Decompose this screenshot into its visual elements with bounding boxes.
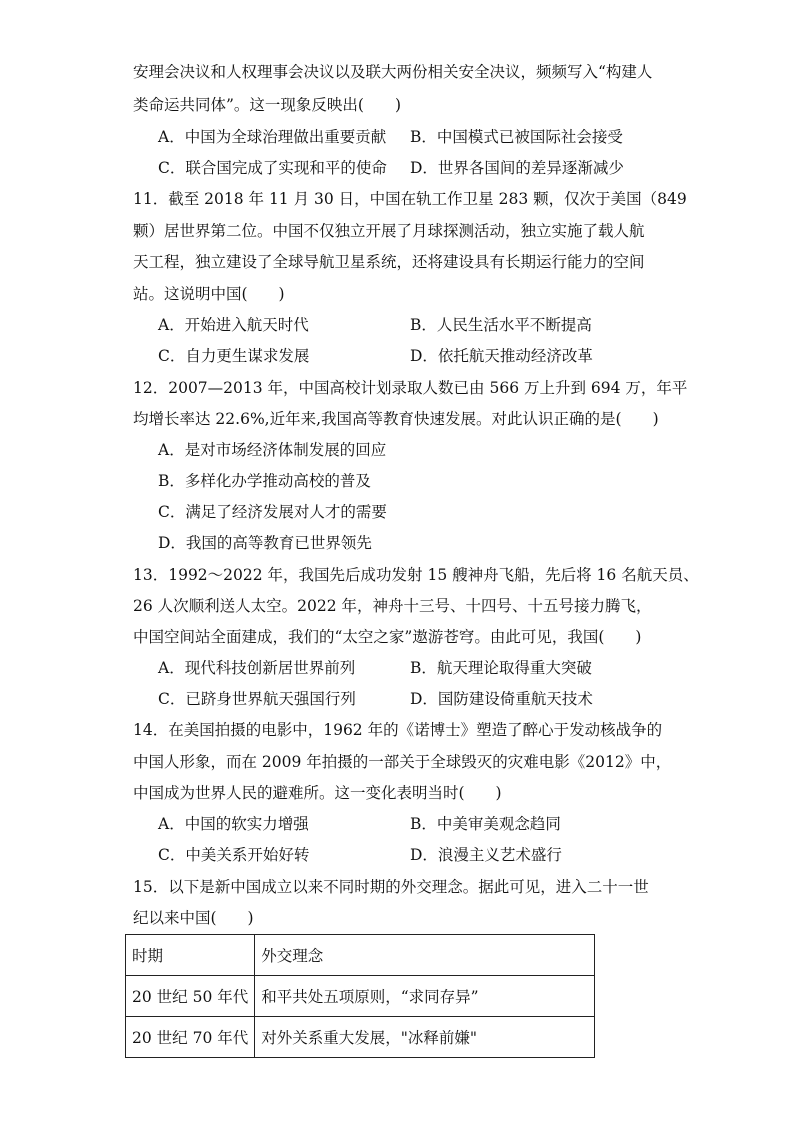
q11-option-b: B．人民生活水平不断提高: [410, 316, 592, 334]
q14-stem-line-3: 中国成为世界人民的避难所。这一变化表明当时( ): [133, 784, 502, 802]
table-header-row: [126, 935, 595, 976]
q13-option-d: D．国防建设倚重航天技术: [410, 690, 593, 708]
q11-option-d: D．依托航天推动经济改革: [410, 347, 593, 365]
q10-option-a: A．中国为全球治理做出重要贡献: [158, 128, 387, 146]
q11-stem-line-1: 11．截至 2018 年 11 月 30 日，中国在轨工作卫星 283 颗，仅次于美国（849: [133, 190, 687, 208]
q11-stem-line-3: 天工程，独立建设了全球导航卫星系统，还将建设具有长期运行能力的空间: [133, 253, 645, 271]
table-cell-period: 20 世纪 70 年代: [126, 1017, 255, 1058]
q12-stem-line-2: 均增长率达 22.6%,近年来,我国高等教育快速发展。对此认识正确的是( ): [133, 410, 659, 428]
q12-option-c: C．满足了经济发展对人才的需要: [158, 503, 387, 521]
q11-stem-line-4: 站。这说明中国( ): [133, 285, 285, 303]
q13-stem-line-1: 13．1992～2022 年，我国先后成功发射 15 艘神舟飞船，先后将 16 名航天员、: [133, 566, 699, 584]
q12-option-b: B．多样化办学推动高校的普及: [158, 472, 371, 490]
table-cell-concept: 对外关系重大发展，"冰释前嫌": [255, 1017, 595, 1058]
q13-option-c: C．已跻身世界航天强国行列: [158, 690, 356, 708]
q14-option-c: C．中美关系开始好转: [158, 846, 310, 864]
table-row: [126, 1017, 595, 1058]
q12-option-a: A．是对市场经济体制发展的回应: [158, 441, 387, 459]
q14-stem-line-2: 中国人形象，而在 2009 年拍摄的一部关于全球毁灭的灾难电影《2012》中，: [133, 753, 672, 771]
diplomacy-table: [125, 934, 595, 1058]
q10-option-c: C．联合国完成了实现和平的使命: [158, 159, 387, 177]
q10-stem-line-1: 安理会决议和人权理事会决议以及联大两份相关安全决议，频频写入“构建人: [133, 63, 653, 81]
q13-stem-line-3: 中国空间站全面建成，我们的“太空之家”遨游苍穹。由此可见，我国( ): [133, 628, 642, 646]
q10-stem-line-2: 类命运共同体”。这一现象反映出( ): [133, 96, 402, 114]
table-row: [126, 976, 595, 1017]
q15-stem-line-1: 15．以下是新中国成立以来不同时期的外交理念。据此可见，进入二十一世: [133, 878, 649, 896]
q11-option-a: A．开始进入航天时代: [158, 316, 309, 334]
q15-stem-line-2: 纪以来中国( ): [133, 909, 254, 927]
q13-option-a: A．现代科技创新居世界前列: [158, 659, 356, 677]
q14-option-d: D．浪漫主义艺术盛行: [410, 846, 562, 864]
q14-stem-line-1: 14．在美国拍摄的电影中，1962 年的《诺博士》塑造了醉心于发动核战争的: [133, 721, 663, 739]
table-header-period: 时期: [126, 935, 255, 976]
q13-stem-line-2: 26 人次顺利送人太空。2022 年，神舟十三号、十四号、十五号接力腾飞，: [133, 597, 652, 615]
q10-option-b: B．中国模式已被国际社会接受: [410, 128, 623, 146]
q12-option-d: D．我国的高等教育已世界领先: [158, 534, 372, 552]
table-cell-period: 20 世纪 50 年代: [126, 976, 255, 1017]
q13-option-b: B．航天理论取得重大突破: [410, 659, 592, 677]
q14-option-b: B．中美审美观念趋同: [410, 815, 561, 833]
table-header-concept: 外交理念: [255, 935, 595, 976]
q10-option-d: D．世界各国间的差异逐渐减少: [410, 159, 624, 177]
q11-stem-line-2: 颗）居世界第二位。中国不仅独立开展了月球探测活动，独立实施了载人航: [133, 222, 645, 240]
table-cell-concept: 和平共处五项原则，“求同存异”: [255, 976, 595, 1017]
q14-option-a: A．中国的软实力增强: [158, 815, 309, 833]
q11-option-c: C．自力更生谋求发展: [158, 347, 310, 365]
q12-stem-line-1: 12．2007—2013 年，中国高校计划录取人数已由 566 万上升到 694 万，年平: [133, 379, 688, 397]
